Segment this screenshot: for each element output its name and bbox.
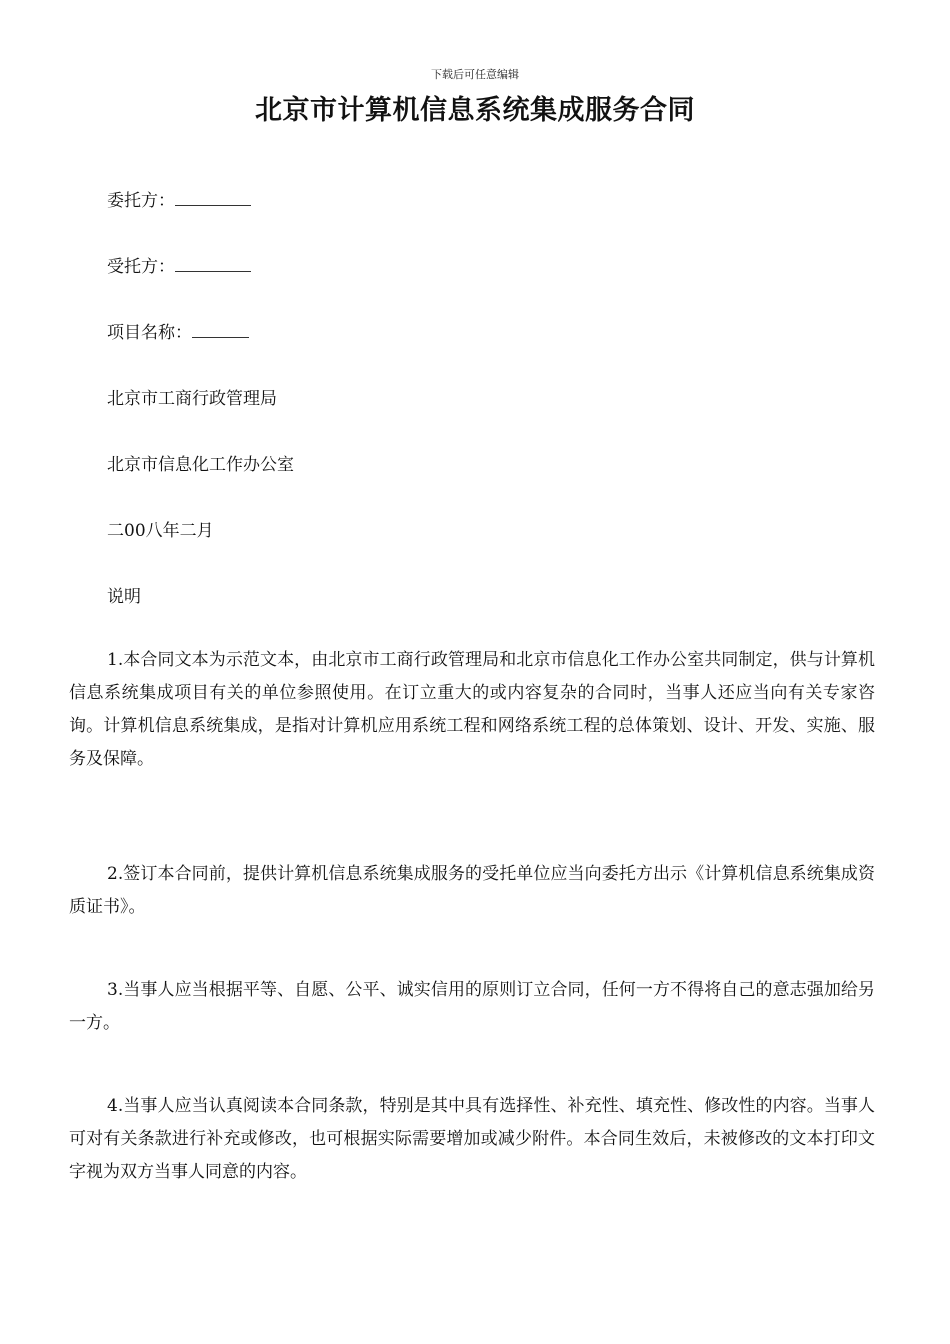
client-label: 委托方： <box>107 191 175 211</box>
document-title: 北京市计算机信息系统集成服务合同 <box>255 95 695 126</box>
project-label: 项目名称： <box>107 323 192 343</box>
issuer-1: 北京市工商行政管理局 <box>107 389 277 409</box>
contractor-label: 受托方： <box>107 257 175 277</box>
note-paragraph-1: 1.本合同文本为示范文本，由北京市工商行政管理局和北京市信息化工作办公室共同制定，供与计算机信息系统集成项目有关的单位参照使用。在订立重大的或内容复杂的合同时，当事人还应当向有关专家咨询。计算机信息系统集成，是指对计算机应用系统工程和网络系统工程的总体策划、设计、开发、实施、服务及保障。 <box>69 650 875 769</box>
project-blank <box>192 323 249 338</box>
notes-heading: 说明 <box>107 587 141 607</box>
client-blank <box>175 191 251 206</box>
note-paragraph-4: 4.当事人应当认真阅读本合同条款，特别是其中具有选择性、补充性、填充性、修改性的内容。当事人可对有关条款进行补充或修改，也可根据实际需要增加或减少附件。本合同生效后，未被修改的文本打印文字视为双方当事人同意的内容。 <box>69 1096 875 1182</box>
client-field <box>107 186 251 211</box>
note-paragraph-3: 3.当事人应当根据平等、自愿、公平、诚实信用的原则订立合同，任何一方不得将自己的意志强加给另一方。 <box>69 980 875 1033</box>
contractor-blank <box>175 257 251 272</box>
contractor-field <box>107 252 251 277</box>
note-paragraph-2: 2.签订本合同前，提供计算机信息系统集成服务的受托单位应当向委托方出示《计算机信息系统集成资质证书》。 <box>69 864 875 917</box>
issue-date: 二00八年二月 <box>107 521 214 541</box>
issuer-2: 北京市信息化工作办公室 <box>107 455 294 475</box>
project-field <box>107 318 249 343</box>
header-note: 下载后可任意编辑 <box>431 68 519 81</box>
